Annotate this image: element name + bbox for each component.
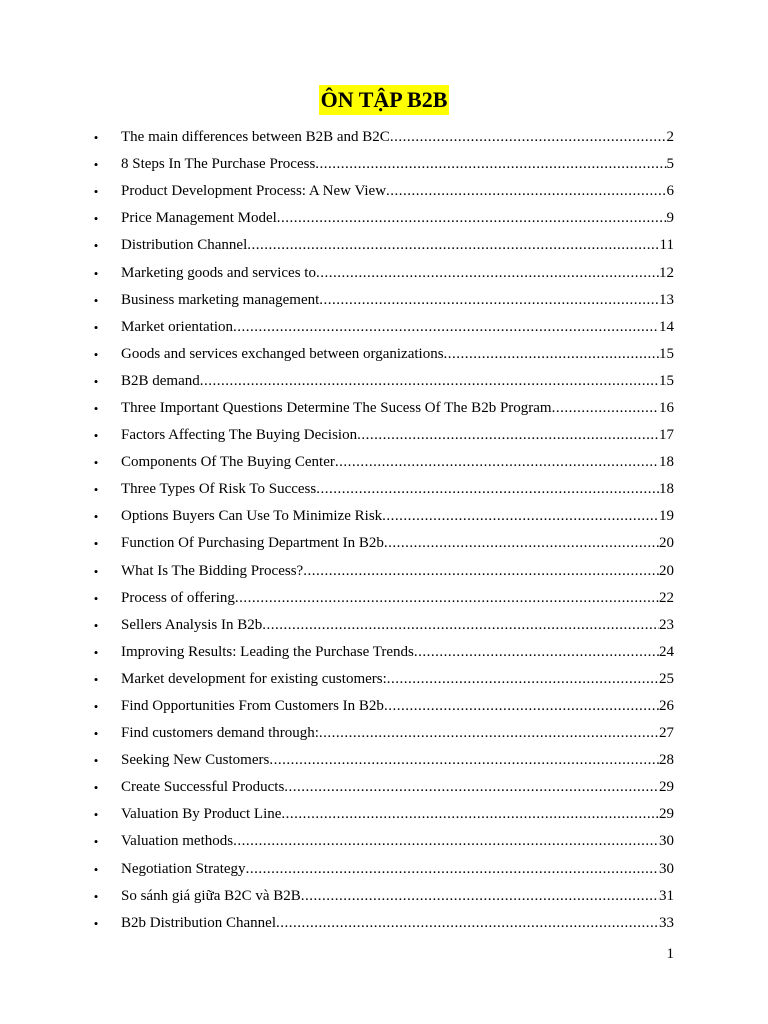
bullet-icon: • — [93, 915, 99, 931]
bullet-icon: • — [93, 888, 99, 904]
toc-entry-title: So sánh giá giữa B2C và B2B — [121, 887, 301, 904]
toc-page-number: 29 — [659, 806, 674, 823]
toc-item[interactable] — [0, 503, 768, 530]
dot-leader — [233, 314, 659, 341]
toc-entry-title: The main differences between B2B and B2C — [121, 129, 390, 146]
toc-page-number: 18 — [659, 481, 674, 498]
bullet-icon: • — [93, 265, 99, 281]
toc-entry — [121, 476, 674, 503]
toc-page-number: 5 — [666, 156, 674, 173]
toc-item[interactable] — [0, 449, 768, 476]
toc-item[interactable] — [0, 314, 768, 341]
toc-entry-title: Process of offering — [121, 589, 235, 606]
bullet-icon: • — [93, 346, 99, 362]
bullet-icon: • — [93, 373, 99, 389]
toc-page-number: 24 — [659, 643, 674, 660]
toc-page-number: 25 — [659, 670, 674, 687]
toc-entry-title: Market orientation — [121, 318, 234, 335]
toc-entry — [121, 774, 674, 801]
toc-item[interactable] — [0, 693, 768, 720]
dot-leader — [315, 151, 666, 178]
toc-item[interactable] — [0, 124, 768, 151]
toc-item[interactable] — [0, 856, 768, 883]
toc-entry — [121, 747, 674, 774]
toc-item[interactable] — [0, 828, 768, 855]
toc-page-number: 14 — [659, 318, 674, 335]
toc-entry-title: Valuation By Product Line — [121, 806, 282, 823]
dot-leader — [316, 260, 659, 287]
toc-entry — [121, 558, 674, 585]
toc-entry — [121, 232, 674, 259]
toc-page-number: 19 — [659, 508, 674, 525]
toc-entry-title: Three Types Of Risk To Success — [121, 481, 317, 498]
dot-leader — [444, 341, 659, 368]
toc-item[interactable] — [0, 476, 768, 503]
toc-entry — [121, 124, 674, 151]
toc-entry-title: B2B demand — [121, 372, 200, 389]
toc-item[interactable] — [0, 747, 768, 774]
dot-leader — [281, 801, 659, 828]
bullet-icon: • — [93, 753, 99, 769]
toc-entry-title: Options Buyers Can Use To Minimize Risk — [121, 508, 383, 525]
toc-page-number: 13 — [659, 291, 674, 308]
title-container — [0, 85, 768, 115]
toc-entry-title: Improving Results: Leading the Purchase Trends — [121, 643, 414, 660]
dot-leader — [276, 910, 659, 937]
toc-entry-title: Distribution Channel — [121, 237, 248, 254]
toc-entry — [121, 151, 674, 178]
toc-page-number: 22 — [659, 589, 674, 606]
toc-entry-title: Valuation methods — [121, 833, 234, 850]
toc-page-number: 17 — [659, 427, 674, 444]
toc-entry-title: B2b Distribution Channel — [121, 914, 276, 931]
dot-leader — [390, 124, 667, 151]
bullet-icon: • — [93, 482, 99, 498]
toc-entry-title: Marketing goods and services to — [121, 264, 316, 281]
bullet-icon: • — [93, 400, 99, 416]
toc-page-number: 6 — [666, 183, 674, 200]
toc-entry-title: Components Of The Buying Center — [121, 454, 335, 471]
toc-page-number: 20 — [659, 535, 674, 552]
toc-item[interactable] — [0, 666, 768, 693]
dot-leader — [319, 720, 659, 747]
dot-leader — [200, 368, 659, 395]
toc-entry — [121, 720, 674, 747]
toc-entry — [121, 585, 674, 612]
toc-item[interactable] — [0, 910, 768, 937]
toc-entry — [121, 422, 674, 449]
toc-entry-title: Find Opportunities From Customers In B2b — [121, 698, 384, 715]
dot-leader — [235, 585, 659, 612]
toc-item[interactable] — [0, 341, 768, 368]
toc-item[interactable] — [0, 585, 768, 612]
toc-entry — [121, 666, 674, 693]
toc-page-number: 33 — [659, 914, 674, 931]
toc-entry-title: Seeking New Customers — [121, 752, 270, 769]
toc-item[interactable] — [0, 259, 768, 286]
dot-leader — [319, 287, 659, 314]
bullet-icon: • — [93, 671, 99, 687]
toc-entry — [121, 828, 674, 855]
toc-entry-title: Factors Affecting The Buying Decision — [121, 427, 358, 444]
bullet-icon: • — [93, 509, 99, 525]
toc-page-number: 2 — [666, 129, 674, 146]
bullet-icon: • — [93, 617, 99, 633]
dot-leader — [357, 422, 659, 449]
toc-page-number: 30 — [659, 860, 674, 877]
document-title: ÔN TẬP B2B — [319, 85, 450, 115]
toc-item[interactable] — [0, 178, 768, 205]
toc-item[interactable] — [0, 395, 768, 422]
bullet-icon: • — [93, 834, 99, 850]
toc-entry-title: Product Development Process: A New View — [121, 183, 387, 200]
dot-leader — [386, 178, 666, 205]
toc-item[interactable] — [0, 801, 768, 828]
dot-leader — [335, 449, 659, 476]
dot-leader — [247, 232, 659, 259]
toc-page-number: 12 — [659, 264, 674, 281]
toc-entry — [121, 260, 674, 287]
toc-entry-title: What Is The Bidding Process? — [121, 562, 304, 579]
bullet-icon: • — [93, 292, 99, 308]
toc-page-number: 23 — [659, 616, 674, 633]
toc-entry — [121, 693, 674, 720]
bullet-icon: • — [93, 563, 99, 579]
toc-page-number: 15 — [659, 345, 674, 362]
dot-leader — [316, 476, 659, 503]
bullet-icon: • — [93, 807, 99, 823]
toc-entry — [121, 883, 674, 910]
toc-entry — [121, 178, 674, 205]
toc-entry — [121, 395, 674, 422]
toc-item[interactable] — [0, 883, 768, 910]
toc-entry — [121, 639, 674, 666]
toc-entry — [121, 503, 674, 530]
toc-page-number: 15 — [659, 372, 674, 389]
table-of-contents — [0, 124, 768, 937]
dot-leader — [384, 530, 659, 557]
toc-entry-title: Function Of Purchasing Department In B2b — [121, 535, 384, 552]
toc-item[interactable] — [0, 612, 768, 639]
toc-entry-title: Find customers demand through: — [121, 725, 319, 742]
toc-page-number: 30 — [659, 833, 674, 850]
toc-item[interactable] — [0, 368, 768, 395]
toc-page-number: 31 — [659, 887, 674, 904]
bullet-icon: • — [93, 130, 99, 146]
bullet-icon: • — [93, 699, 99, 715]
dot-leader — [284, 774, 659, 801]
toc-item[interactable] — [0, 232, 768, 259]
bullet-icon: • — [93, 184, 99, 200]
dot-leader — [233, 828, 659, 855]
dot-leader — [552, 395, 659, 422]
toc-entry-title: Negotiation Strategy — [121, 860, 246, 877]
toc-item[interactable] — [0, 774, 768, 801]
toc-entry-title: Market development for existing customers: — [121, 670, 387, 687]
dot-leader — [384, 693, 659, 720]
toc-page-number: 29 — [659, 779, 674, 796]
toc-entry-title: Sellers Analysis In B2b — [121, 616, 263, 633]
toc-entry — [121, 314, 674, 341]
toc-entry-title: Create Successful Products — [121, 779, 285, 796]
toc-page-number: 16 — [659, 399, 674, 416]
toc-entry — [121, 801, 674, 828]
toc-page-number: 26 — [659, 698, 674, 715]
toc-entry-title: 8 Steps In The Purchase Process — [121, 156, 316, 173]
bullet-icon: • — [93, 644, 99, 660]
toc-entry-title: Goods and services exchanged between organizations — [121, 345, 444, 362]
footer-page-number: 1 — [666, 946, 674, 962]
toc-entry — [121, 910, 674, 937]
bullet-icon: • — [93, 590, 99, 606]
toc-item[interactable] — [0, 287, 768, 314]
toc-item[interactable] — [0, 205, 768, 232]
bullet-icon: • — [93, 319, 99, 335]
toc-page-number: 28 — [659, 752, 674, 769]
toc-page-number: 20 — [659, 562, 674, 579]
bullet-icon: • — [93, 780, 99, 796]
toc-entry-title: Three Important Questions Determine The Sucess Of The B2b Program — [121, 399, 552, 416]
dot-leader — [301, 883, 659, 910]
toc-entry — [121, 530, 674, 557]
toc-item[interactable] — [0, 720, 768, 747]
bullet-icon: • — [93, 238, 99, 254]
bullet-icon: • — [93, 455, 99, 471]
bullet-icon: • — [93, 428, 99, 444]
toc-item[interactable] — [0, 558, 768, 585]
dot-leader — [414, 639, 659, 666]
toc-page-number: 18 — [659, 454, 674, 471]
dot-leader — [382, 503, 659, 530]
toc-entry — [121, 287, 674, 314]
toc-item[interactable] — [0, 639, 768, 666]
toc-item[interactable] — [0, 151, 768, 178]
toc-page-number: 9 — [666, 210, 674, 227]
dot-leader — [269, 747, 659, 774]
toc-entry — [121, 341, 674, 368]
toc-page-number: 11 — [659, 237, 674, 254]
toc-entry — [121, 612, 674, 639]
dot-leader — [387, 666, 659, 693]
toc-page-number: 27 — [659, 725, 674, 742]
toc-entry — [121, 205, 674, 232]
dot-leader — [277, 205, 667, 232]
toc-entry — [121, 856, 674, 883]
bullet-icon: • — [93, 861, 99, 877]
bullet-icon: • — [93, 536, 99, 552]
dot-leader — [246, 856, 659, 883]
toc-entry — [121, 368, 674, 395]
bullet-icon: • — [93, 157, 99, 173]
toc-entry-title: Business marketing management — [121, 291, 320, 308]
toc-item[interactable] — [0, 422, 768, 449]
dot-leader — [262, 612, 659, 639]
bullet-icon: • — [93, 726, 99, 742]
bullet-icon: • — [93, 211, 99, 227]
dot-leader — [303, 558, 659, 585]
toc-entry-title: Price Management Model — [121, 210, 277, 227]
toc-item[interactable] — [0, 530, 768, 557]
toc-entry — [121, 449, 674, 476]
